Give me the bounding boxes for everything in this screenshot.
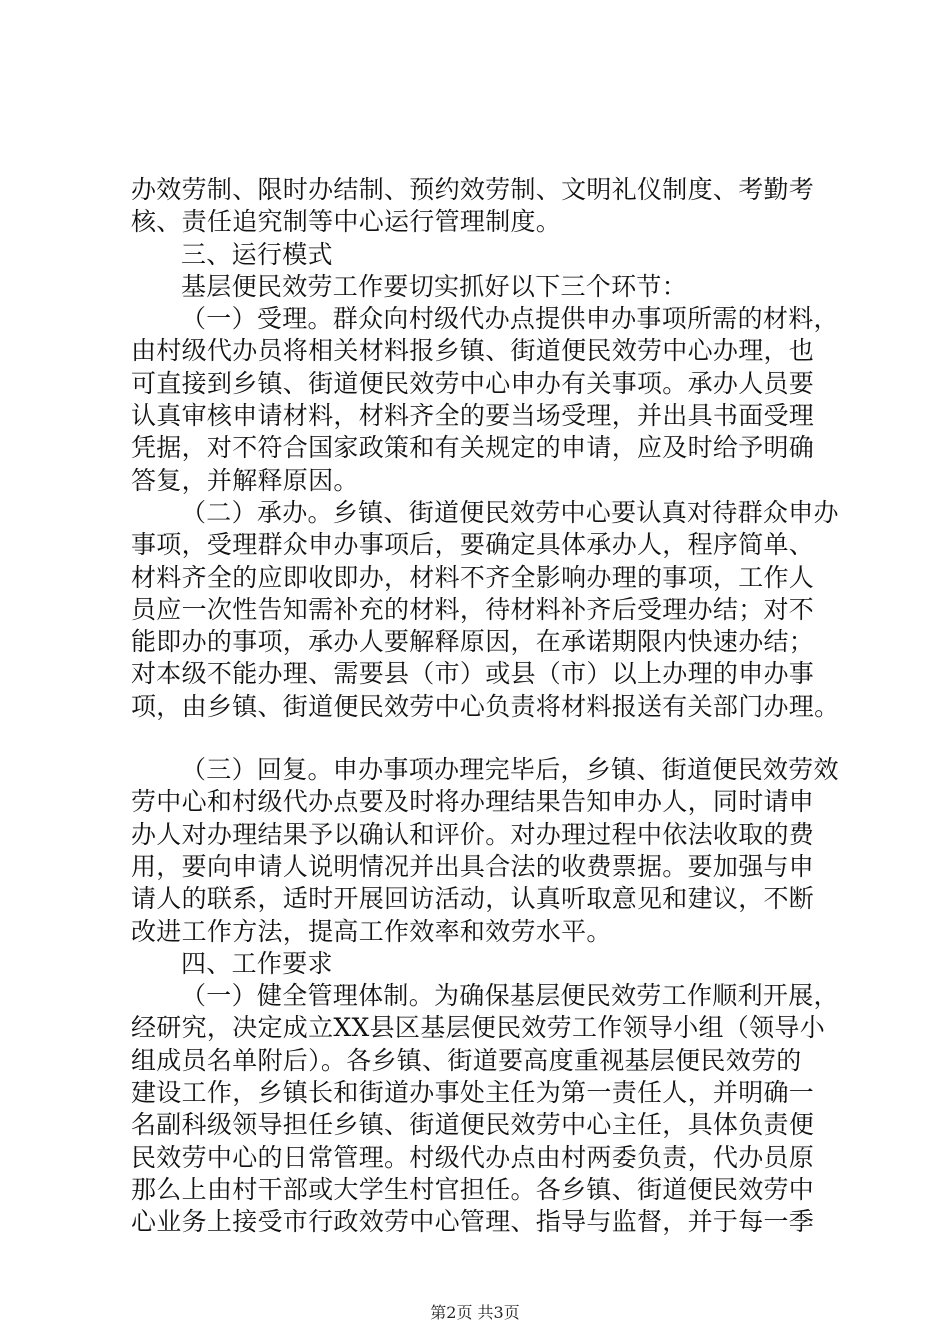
text-line: 名副科级领导担任乡镇、街道便民效劳中心主任，具体负责便 xyxy=(131,1110,815,1140)
text-line: 由村级代办员将相关材料报乡镇、街道便民效劳中心办理，也 xyxy=(131,336,815,366)
text-line: （一）受理。群众向村级代办点提供申办事项所需的材料， xyxy=(181,304,839,334)
text-line: 办效劳制、限时办结制、预约效劳制、文明礼仪制度、考勤考 xyxy=(131,175,815,204)
text-line: 民效劳中心的日常管理。村级代办点由村两委负责，代办员原 xyxy=(131,1142,815,1172)
text-line: 请人的联系，适时开展回访活动，认真听取意见和建议，不断 xyxy=(131,884,815,914)
text-line: 心业务上接受市行政效劳中心管理、指导与监督，并于每一季 xyxy=(131,1207,815,1237)
text-line: 认真审核申请材料，材料齐全的要当场受理，并出具书面受理 xyxy=(131,401,815,431)
text-line: 办人对办理结果予以确认和评价。对办理过程中依法收取的费 xyxy=(131,819,815,849)
page-footer: 第2页 共3页 xyxy=(430,1303,520,1322)
text-line: 对本级不能办理、需要县（市）或县（市）以上办理的申办事 xyxy=(131,659,815,689)
text-line: 改进工作方法，提高工作效率和效劳水平。 xyxy=(131,916,612,946)
text-line: （三）回复。申办事项办理完毕后，乡镇、街道便民效劳效 xyxy=(181,755,839,785)
text-line: 经研究，决定成立XX县区基层便民效劳工作领导小组（领导小 xyxy=(131,1013,825,1043)
text-line: 答复，并解释原因。 xyxy=(131,465,359,495)
text-line: 三、运行模式 xyxy=(181,239,333,269)
text-line: 用，要向申请人说明情况并出具合法的收费票据。要加强与申 xyxy=(131,851,815,881)
text-line: 事项，受理群众申办事项后，要确定具体承办人，程序简单、 xyxy=(131,530,815,560)
text-line: 劳中心和村级代办点要及时将办理结果告知申办人，同时请申 xyxy=(131,787,815,817)
text-line: 能即办的事项，承办人要解释原因，在承诺期限内快速办结； xyxy=(131,627,815,657)
text-line: 四、工作要求 xyxy=(181,948,333,978)
text-line: 那么上由村干部或大学生村官担任。各乡镇、街道便民效劳中 xyxy=(131,1174,815,1204)
text-line: 组成员名单附后）。各乡镇、街道要高度重视基层便民效劳的 xyxy=(131,1045,802,1075)
text-line: （二）承办。乡镇、街道便民效劳中心要认真对待群众申办 xyxy=(181,497,839,527)
text-line: 建设工作，乡镇长和街道办事处主任为第一责任人，并明确一 xyxy=(131,1078,815,1108)
text-line: 核、责任追究制等中心运行管理制度。 xyxy=(131,207,562,237)
text-line: 材料齐全的应即收即办，材料不齐全影响办理的事项，工作人 xyxy=(131,562,815,592)
text-line: 可直接到乡镇、街道便民效劳中心申办有关事项。承办人员要 xyxy=(131,368,815,398)
text-line: 凭据，对不符合国家政策和有关规定的申请，应及时给予明确 xyxy=(131,433,815,463)
text-line: 员应一次性告知需补充的材料，待材料补齐后受理办结；对不 xyxy=(131,594,815,624)
paragraph-gap xyxy=(131,723,851,754)
document-body xyxy=(131,174,851,1239)
text-line: 项，由乡镇、街道便民效劳中心负责将材料报送有关部门办理。 xyxy=(131,691,840,721)
text-line: 基层便民效劳工作要切实抓好以下三个环节： xyxy=(181,271,688,301)
text-line: （一）健全管理体制。为确保基层便民效劳工作顺利开展， xyxy=(181,981,839,1011)
